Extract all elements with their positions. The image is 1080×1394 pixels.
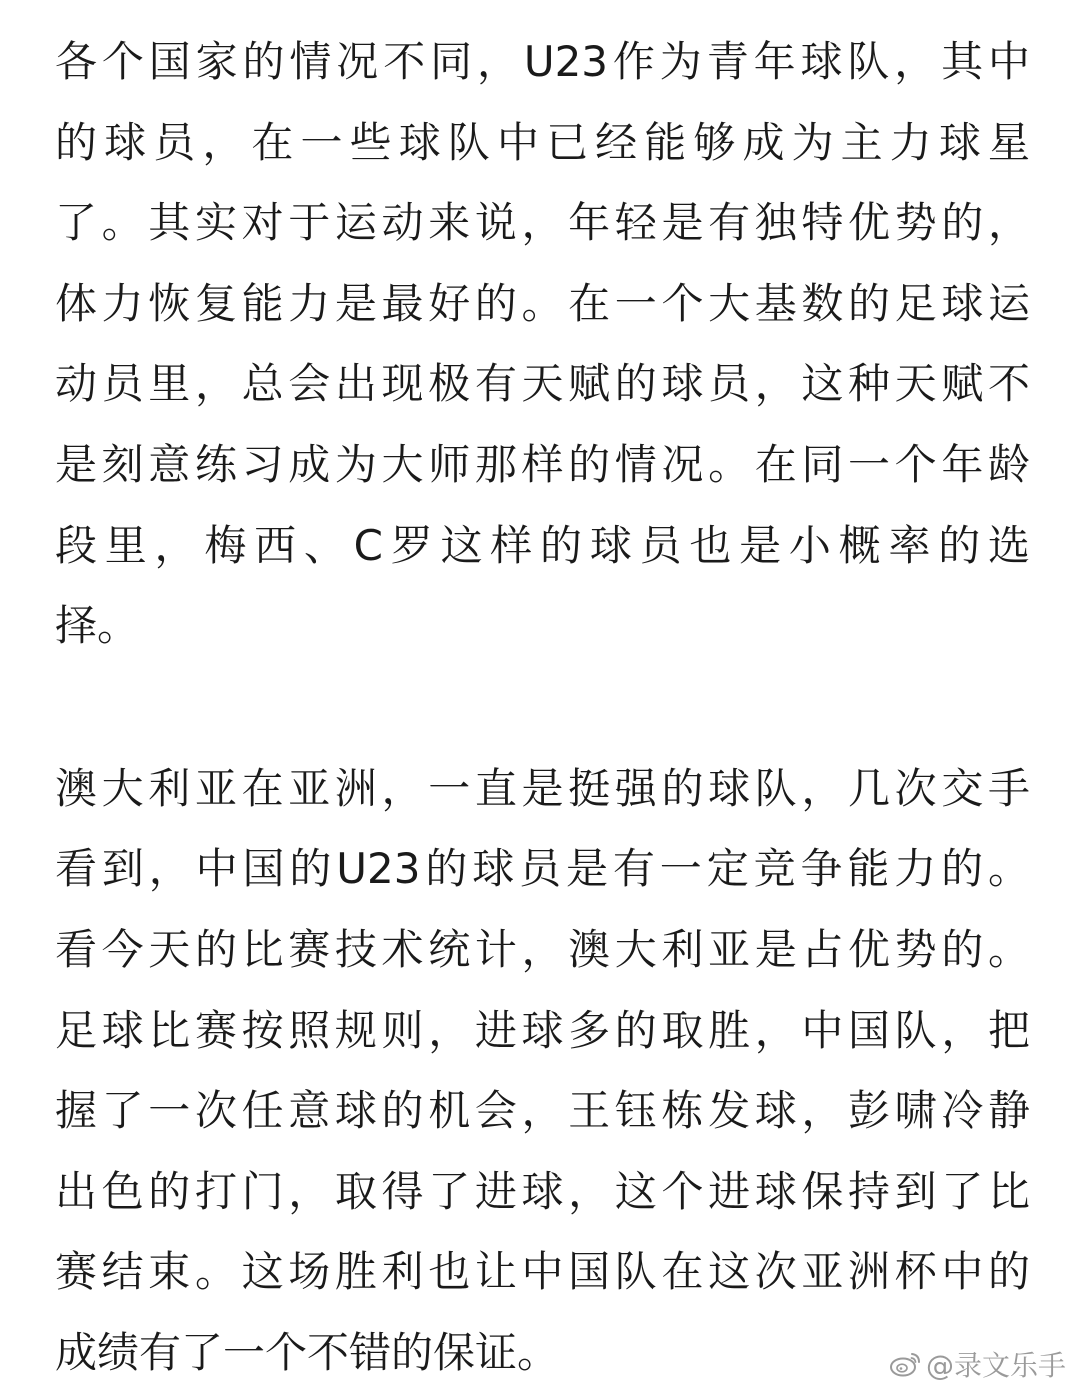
text-line: 赛结束。这场胜利也让中国队在这次亚洲杯中的 [55, 1247, 1030, 1297]
paragraph-gap [55, 667, 1030, 749]
article-body [55, 22, 1030, 1394]
weibo-icon [888, 1350, 922, 1378]
watermark-text: @录文乐手 [925, 1349, 1066, 1382]
text-line: 看到，中国的U23的球员是有一定竞争能力的。 [55, 844, 1030, 894]
text-line: 澳大利亚在亚洲，一直是挺强的球队，几次交手 [55, 763, 1030, 813]
text-line: 出色的打门，取得了进球，这个进球保持到了比 [55, 1166, 1030, 1216]
text-line: 是刻意练习成为大师那样的情况。在同一个年龄 [55, 439, 1030, 489]
paragraph-2 [55, 749, 1030, 1394]
paragraph-1 [55, 22, 1030, 667]
text-line: 足球比赛按照规则，进球多的取胜，中国队，把 [55, 1005, 1030, 1055]
text-line: 成绩有了一个不错的保证。 [55, 1327, 560, 1377]
text-line: 体力恢复能力是最好的。在一个大基数的足球运 [55, 278, 1030, 328]
weibo-watermark [888, 1344, 1066, 1384]
text-line: 动员里，总会出现极有天赋的球员，这种天赋不 [55, 359, 1030, 409]
text-line: 握了一次任意球的机会，王钰栋发球，彭啸冷静 [55, 1086, 1030, 1136]
text-line: 看今天的比赛技术统计，澳大利亚是占优势的。 [55, 924, 1030, 974]
text-line: 各个国家的情况不同，U23作为青年球队，其中 [55, 37, 1030, 86]
text-line: 了。其实对于运动来说，年轻是有独特优势的， [55, 198, 1030, 248]
text-line: 择。 [55, 601, 140, 651]
text-line: 段里，梅西、C罗这样的球员也是小概率的选 [55, 520, 1030, 570]
text-line: 的球员，在一些球队中已经能够成为主力球星 [55, 117, 1030, 167]
